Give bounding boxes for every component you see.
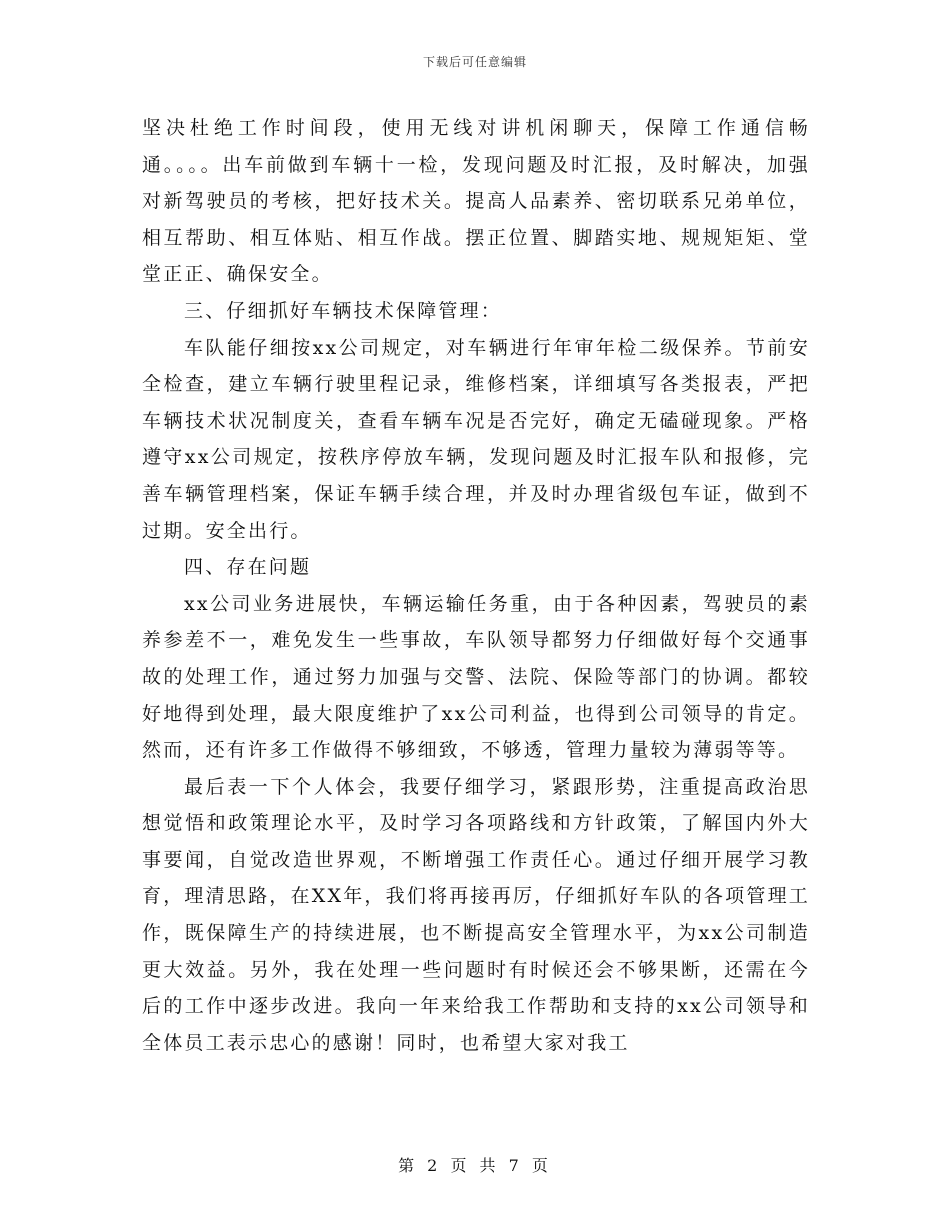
page-number: 第 2 页 共 7 页: [398, 1156, 552, 1175]
paragraph-6: 最后表一下个人体会，我要仔细学习，紧跟形势，注重提高政治思想觉悟和政策理论水平，及时学习各项路线和方针政策，了解国内外大事要闻，自觉改造世界观，不断增强工作责任心。通过仔细开展学习教育，理清思路，在XX年，我们将再接再厉，仔细抓好车队的各项管理工作，既保障生产的持续进展，也不断提高安全管理水平，为xx公司制造更大效益。另外，我在处理一些问题时有时候还会不够果断，还需在今后的工作中逐步改进。我向一年来给我工作帮助和支持的xx公司领导和全体员工表示忠心的感谢！同时，也希望大家对我工: [142, 775, 810, 1054]
paragraph-1: 坚决杜绝工作时间段，使用无线对讲机闲聊天，保障工作通信畅通。。。。出车前做到车辆十一检，发现问题及时汇报，及时解决，加强对新驾驶员的考核，把好技术关。提高人品素养、密切联系兄弟单位，相互帮助、相互体贴、相互作战。摆正位置、脚踏实地、规规矩矩、堂堂正正、确保安全。: [142, 117, 810, 286]
paragraph-5: xx公司业务进展快，车辆运输任务重，由于各种因素，驾驶员的素养参差不一，难免发生一些事故，车队领导都努力仔细做好每个交通事故的处理工作，通过努力加强与交警、法院、保险等部门的协调。都较好地得到处理，最大限度维护了xx公司利益，也得到公司领导的肯定。然而，还有许多工作做得不够细致，不够透，管理力量较为薄弱等等。: [142, 592, 810, 762]
paragraph-3: 车队能仔细按xx公司规定，对车辆进行年审年检二级保养。节前安全检查，建立车辆行驶里程记录，维修档案，详细填写各类报表，严把车辆技术状况制度关，查看车辆车况是否完好，确定无磕碰现象。严格遵守xx公司规定，按秩序停放车辆，发现问题及时汇报车队和报修，完善车辆管理档案，保证车辆手续合理，并及时办理省级包车证，做到不过期。安全出行。: [142, 336, 810, 542]
header-note: 下载后可任意编辑: [422, 55, 527, 69]
document-body: [142, 110, 810, 1061]
section-heading-3: 三、仔细抓好车辆技术保障管理：: [184, 299, 503, 322]
section-heading-4: 四、存在问题: [184, 556, 312, 579]
